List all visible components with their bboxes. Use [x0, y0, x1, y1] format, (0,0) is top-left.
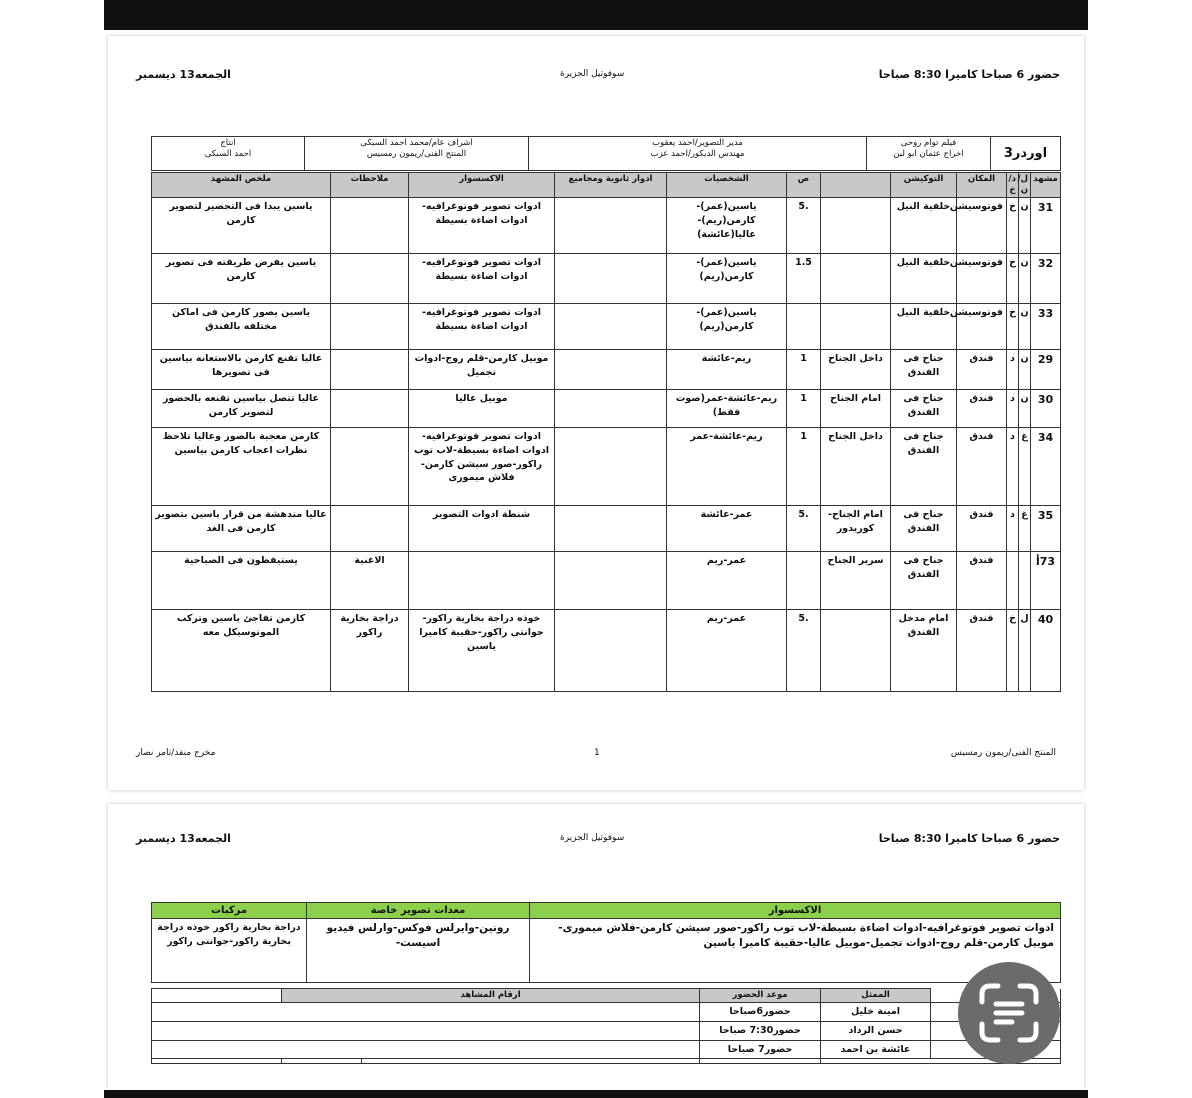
col-place: المكان [957, 173, 1007, 198]
table-row: 73أ فندق جناح فى الفندق سرير الجناح عمر-ريم الاغنية يستيقظون فى الصباحية [152, 552, 1061, 610]
film-info: فيلم توام روحى اخراج عثمان ابو لبن [867, 137, 991, 171]
table-row: 31 ن خ فوتوسيشن خلفية النيل .5 ياسين(عمر)-كارمن(ريم)-عاليا(عائشة) ادوات تصوير فوتوغرافيه-ادوات اضاءة بسيطة ياسين يبدا فى التحضير لتصوير كارمن [152, 198, 1061, 254]
table-row: 33 ن خ فوتوسيشن خلفية النيل ياسين(عمر)-كارمن(ريم) ادوات تصوير فوتوغرافيه-ادوات اضاءة بسيطة ياسين يصور كارمن فى اماكن مختلفه بالفندق [152, 304, 1061, 350]
header-date: الجمعه13 ديسمبر [136, 68, 231, 81]
header-location: سوفوتيل الجزيرة [560, 833, 625, 843]
production-info-table [151, 136, 1061, 171]
vehicles-header: مركبات [152, 903, 307, 919]
header-location: سوفوتيل الجزيرة [560, 69, 625, 79]
props-header: الاكسسوار [530, 903, 1061, 919]
col-pages: ص [787, 173, 821, 198]
cast-table [151, 988, 1061, 1064]
header-call-time: حضور 6 صباحا كاميرا 8:30 صباحا [878, 68, 1060, 81]
table-row: 34 غ د فندق جناح فى الفندق داخل الجناح 1 ريم-عائشة-عمر ادوات تصوير فوتوغرافيه-ادوات اضاءة بسيطة-لاب توب راكور-صور سيشن كارمن-فلاش ميمورى كارمن معجبة بالصور وعاليا تلاحظ نظرات اعجاب كارمن بياسين [152, 428, 1061, 506]
table-row: 29 ن د فندق جناح فى الفندق داخل الجناح 1 ريم-عائشة موبيل كارمن-قلم روج-ادوات تجميل عاليا تقنع كارمن بالاستعانه بياسين فى تصويرها [152, 350, 1061, 390]
viewer-bottom-bar [104, 1090, 1088, 1098]
page-number: 1 [594, 748, 600, 758]
producer-info: انتاج احمد السبكى [152, 137, 305, 171]
col-scene: مشهد [1031, 173, 1061, 198]
col-call-time: موعد الحضور [700, 989, 821, 1003]
order-number: اوردر3 [991, 137, 1061, 171]
table-row: حسن الرداد حضور7:30 صباحا [152, 1021, 1061, 1040]
table-row: 40 ل خ فندق امام مدخل الفندق .5 عمر-ريم خوذه دراجة بخارية راكور-جوانتى راكور-حقيبة كاميرا ياسين دراجة بخارية راكور كارمن تفاجئ ياسين وتركب الموتوسيكل معه [152, 610, 1061, 692]
table-row: 35 غ د فندق جناح فى الفندق امام الجناح-كوريدور .5 عمر-عائشة شنطة ادوات التصوير عاليا مندهشة من قرار ياسين بتصوير كارمن فى الغد [152, 506, 1061, 552]
schedule-header-row [152, 173, 1061, 198]
col-scene-numbers: ارقام المشاهد [282, 989, 700, 1003]
table-row: 30 ن د فندق جناح فى الفندق امام الجناح 1 ريم-عائشة-عمر(صوت فقط) موبيل عاليا عاليا تتصل بياسين تقنعه بالحضور لتصوير كارمن [152, 390, 1061, 428]
equipment-list: رونين-وايرلس فوكس-وارلس فيديو اسيست- [307, 919, 530, 983]
col-props: الاكسسوار [409, 173, 555, 198]
table-row: امينة خليل حضور6صباحا [152, 1003, 1061, 1022]
scan-text-icon [974, 978, 1044, 1048]
col-int-ext: د/خ [1007, 173, 1019, 198]
col-location: التوكيشن [891, 173, 957, 198]
props-list: ادوات تصوير فوتوغرافيه-ادوات اضاءة بسيطة-لاب توب راكور-صور سيشن كارمن-فلاش ميمورى-موبيل كارمن-قلم روج-ادوات تجميل-موبيل عاليا-حقيبة كاميرا ياسين [530, 919, 1061, 983]
resources-table [151, 902, 1061, 983]
table-row [152, 1059, 1061, 1064]
equipment-header: معدات تصوير خاصة [307, 903, 530, 919]
header-call-time: حضور 6 صباحا كاميرا 8:30 صباحا [878, 832, 1060, 845]
crew-info-1: مدير التصوير/احمد يعقوب مهندس الديكور/احمد عزب [529, 137, 867, 171]
table-row: 32 ن خ فوتوسيشن خلفية النيل 1.5 ياسين(عمر)-كارمن(ريم) ادوات تصوير فوتوغرافيه-ادوات اضاءة بسيطة ياسين يفرض طريقته فى تصوير كارمن [152, 254, 1061, 304]
scan-text-button[interactable] [958, 962, 1060, 1064]
table-row: عائشة بن احمد حضور7 صباحا [152, 1040, 1061, 1059]
document-page-1 [108, 36, 1084, 790]
vehicles-list: دراجة بخارية راكور خوذه دراجة بخارية راكور-جوانتى راكور [152, 919, 307, 983]
col-characters: الشخصيات [667, 173, 787, 198]
col-day-night: ل/ن [1019, 173, 1031, 198]
col-notes: ملاحظات [331, 173, 409, 198]
col-sublocation [821, 173, 891, 198]
footer-producer: المنتج الفنى/ريمون رمسيس [950, 748, 1056, 758]
header-date: الجمعه13 ديسمبر [136, 832, 231, 845]
col-extras: ادوار ثانوية ومجاميع [555, 173, 667, 198]
col-summary: ملخص المشهد [152, 173, 331, 198]
document-page-2 [108, 804, 1084, 1090]
footer-director: مخرج منفذ/تامر نصار [136, 748, 216, 758]
viewer-top-bar [104, 0, 1088, 30]
crew-info-2: اشراف عام/محمد احمد السبكى المنتج الفنى/ريمون رمسيس [305, 137, 529, 171]
col-actor: الممثل [821, 989, 931, 1003]
scene-schedule-table [151, 172, 1061, 692]
